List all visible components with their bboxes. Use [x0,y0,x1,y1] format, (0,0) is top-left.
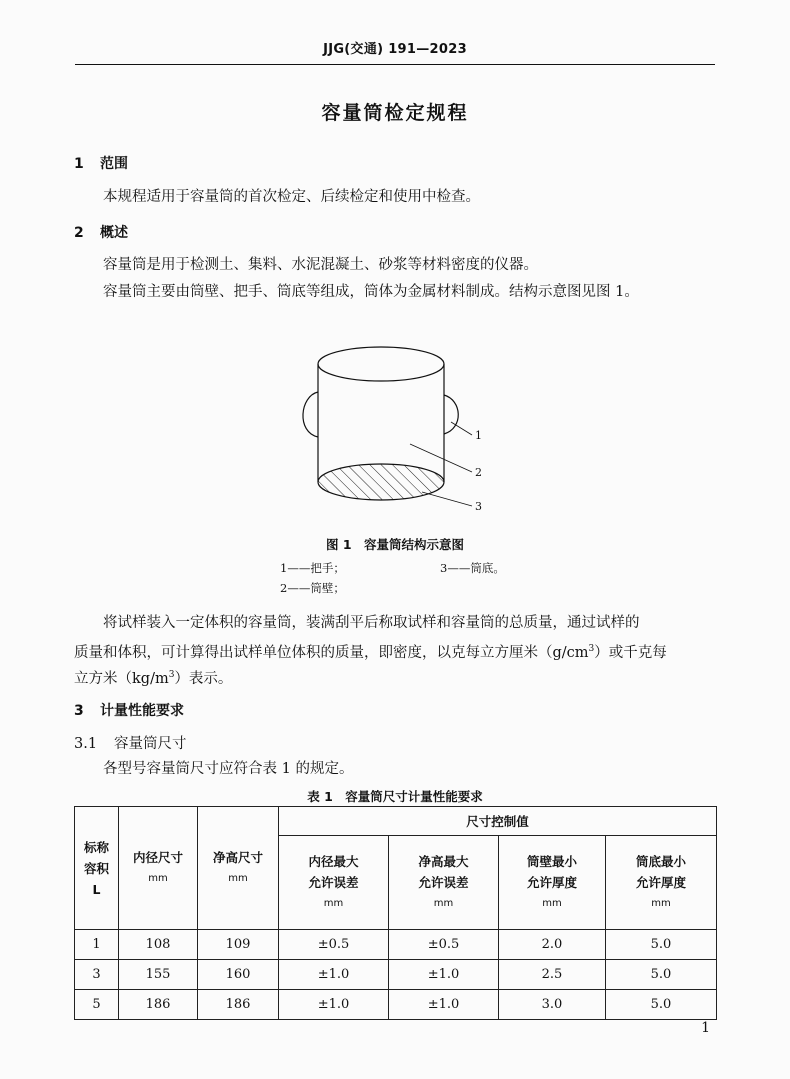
cylinder-structure-diagram [290,340,510,525]
density-para-line-1: 将试样装入一定体积的容量筒，装满刮平后称取试样和容量筒的总质量，通过试样的 [103,615,640,631]
legend-item-bottom: 3——筒底。 [440,561,505,575]
density-para-line-2: 质量和体积，可计算得出试样单位体积的质量，即密度，以克每立方厘米$(g/cm^3)$或千克每 [74,644,667,661]
figure-caption: 图 1 容量筒结构示意图 [325,537,465,552]
table-caption: 表 1 容量筒尺寸计量性能要求 [307,789,483,804]
table-cell: ±1.0 [389,990,499,1020]
header-rule [75,64,715,65]
spec-table [74,806,717,1020]
subsection-3-1-heading: 3.1 容量筒尺寸 [74,736,187,752]
callout-2: 2 [475,466,482,479]
section-3-heading [74,700,184,720]
table-row [75,960,717,990]
document-code: JJG(交通) 191—2023 [323,42,467,57]
handle-left [303,392,318,437]
legend-item-handle: 1——把手； [280,561,345,575]
section-2-heading [74,222,128,242]
cylinder-bottom [318,464,444,500]
header-inner-diameter: 内径尺寸 mm [119,807,198,930]
section-title: 范围 [100,156,128,172]
table-cell: 5 [75,990,119,1020]
page-title: 容量筒检定规程 [321,102,469,124]
section-number: 2 [74,225,84,241]
section-title: 概述 [100,225,128,241]
header-size-control-group: 尺寸控制值 [279,807,717,836]
subsection-3-1-text: 各型号容量筒尺寸应符合表 1 的规定。 [103,761,354,777]
section-1-text: 本规程适用于容量筒的首次检定、后续检定和使用中检查。 [103,189,480,205]
leader-line-1 [451,422,472,435]
leader-line-3 [422,492,472,506]
table-cell: 160 [198,960,279,990]
table-cell: 3 [75,960,119,990]
table-cell: 109 [198,930,279,960]
table-cell: 2.0 [499,930,606,960]
table-cell: ±0.5 [389,930,499,960]
table-row [75,930,717,960]
callout-1: 1 [475,429,482,442]
table-cell: 5.0 [606,990,717,1020]
header-wall-thickness: 筒壁最小 允许厚度 mm [499,836,606,930]
legend-item-wall: 2——筒壁； [280,581,345,595]
header-bottom-thickness: 筒底最小 允许厚度 mm [606,836,717,930]
table-cell: 3.0 [499,990,606,1020]
header-height-tolerance: 净高最大 允许误差 mm [389,836,499,930]
table-cell: 5.0 [606,930,717,960]
header-net-height: 净高尺寸 mm [198,807,279,930]
table-cell: 5.0 [606,960,717,990]
header-nominal-volume: 标称 容积 L [75,807,119,930]
table-cell: 186 [198,990,279,1020]
header-diameter-tolerance: 内径最大 允许误差 mm [279,836,389,930]
section-number: 3 [74,703,84,719]
callout-3: 3 [475,500,482,513]
density-para-line-3: 立方米$(kg/m^3)$表示。 [74,670,233,687]
table-cell: ±0.5 [279,930,389,960]
table-cell: ±1.0 [279,960,389,990]
handle-right [444,395,458,434]
section-1-heading [74,153,128,173]
table-cell: 155 [119,960,198,990]
page-number: 1 [701,1020,710,1036]
section-title: 计量性能要求 [100,703,184,719]
section-number: 1 [74,156,84,172]
table-cell: 108 [119,930,198,960]
table-cell: ±1.0 [389,960,499,990]
table-cell: 186 [119,990,198,1020]
cylinder-top-rim [318,347,444,381]
table-cell: 1 [75,930,119,960]
section-2-para-1: 容量筒是用于检测土、集料、水泥混凝土、砂浆等材料密度的仪器。 [103,257,538,273]
table-row [75,990,717,1020]
table-cell: 2.5 [499,960,606,990]
section-2-para-2: 容量筒主要由筒壁、把手、筒底等组成，筒体为金属材料制成。结构示意图见图 1。 [103,284,639,300]
table-cell: ±1.0 [279,990,389,1020]
